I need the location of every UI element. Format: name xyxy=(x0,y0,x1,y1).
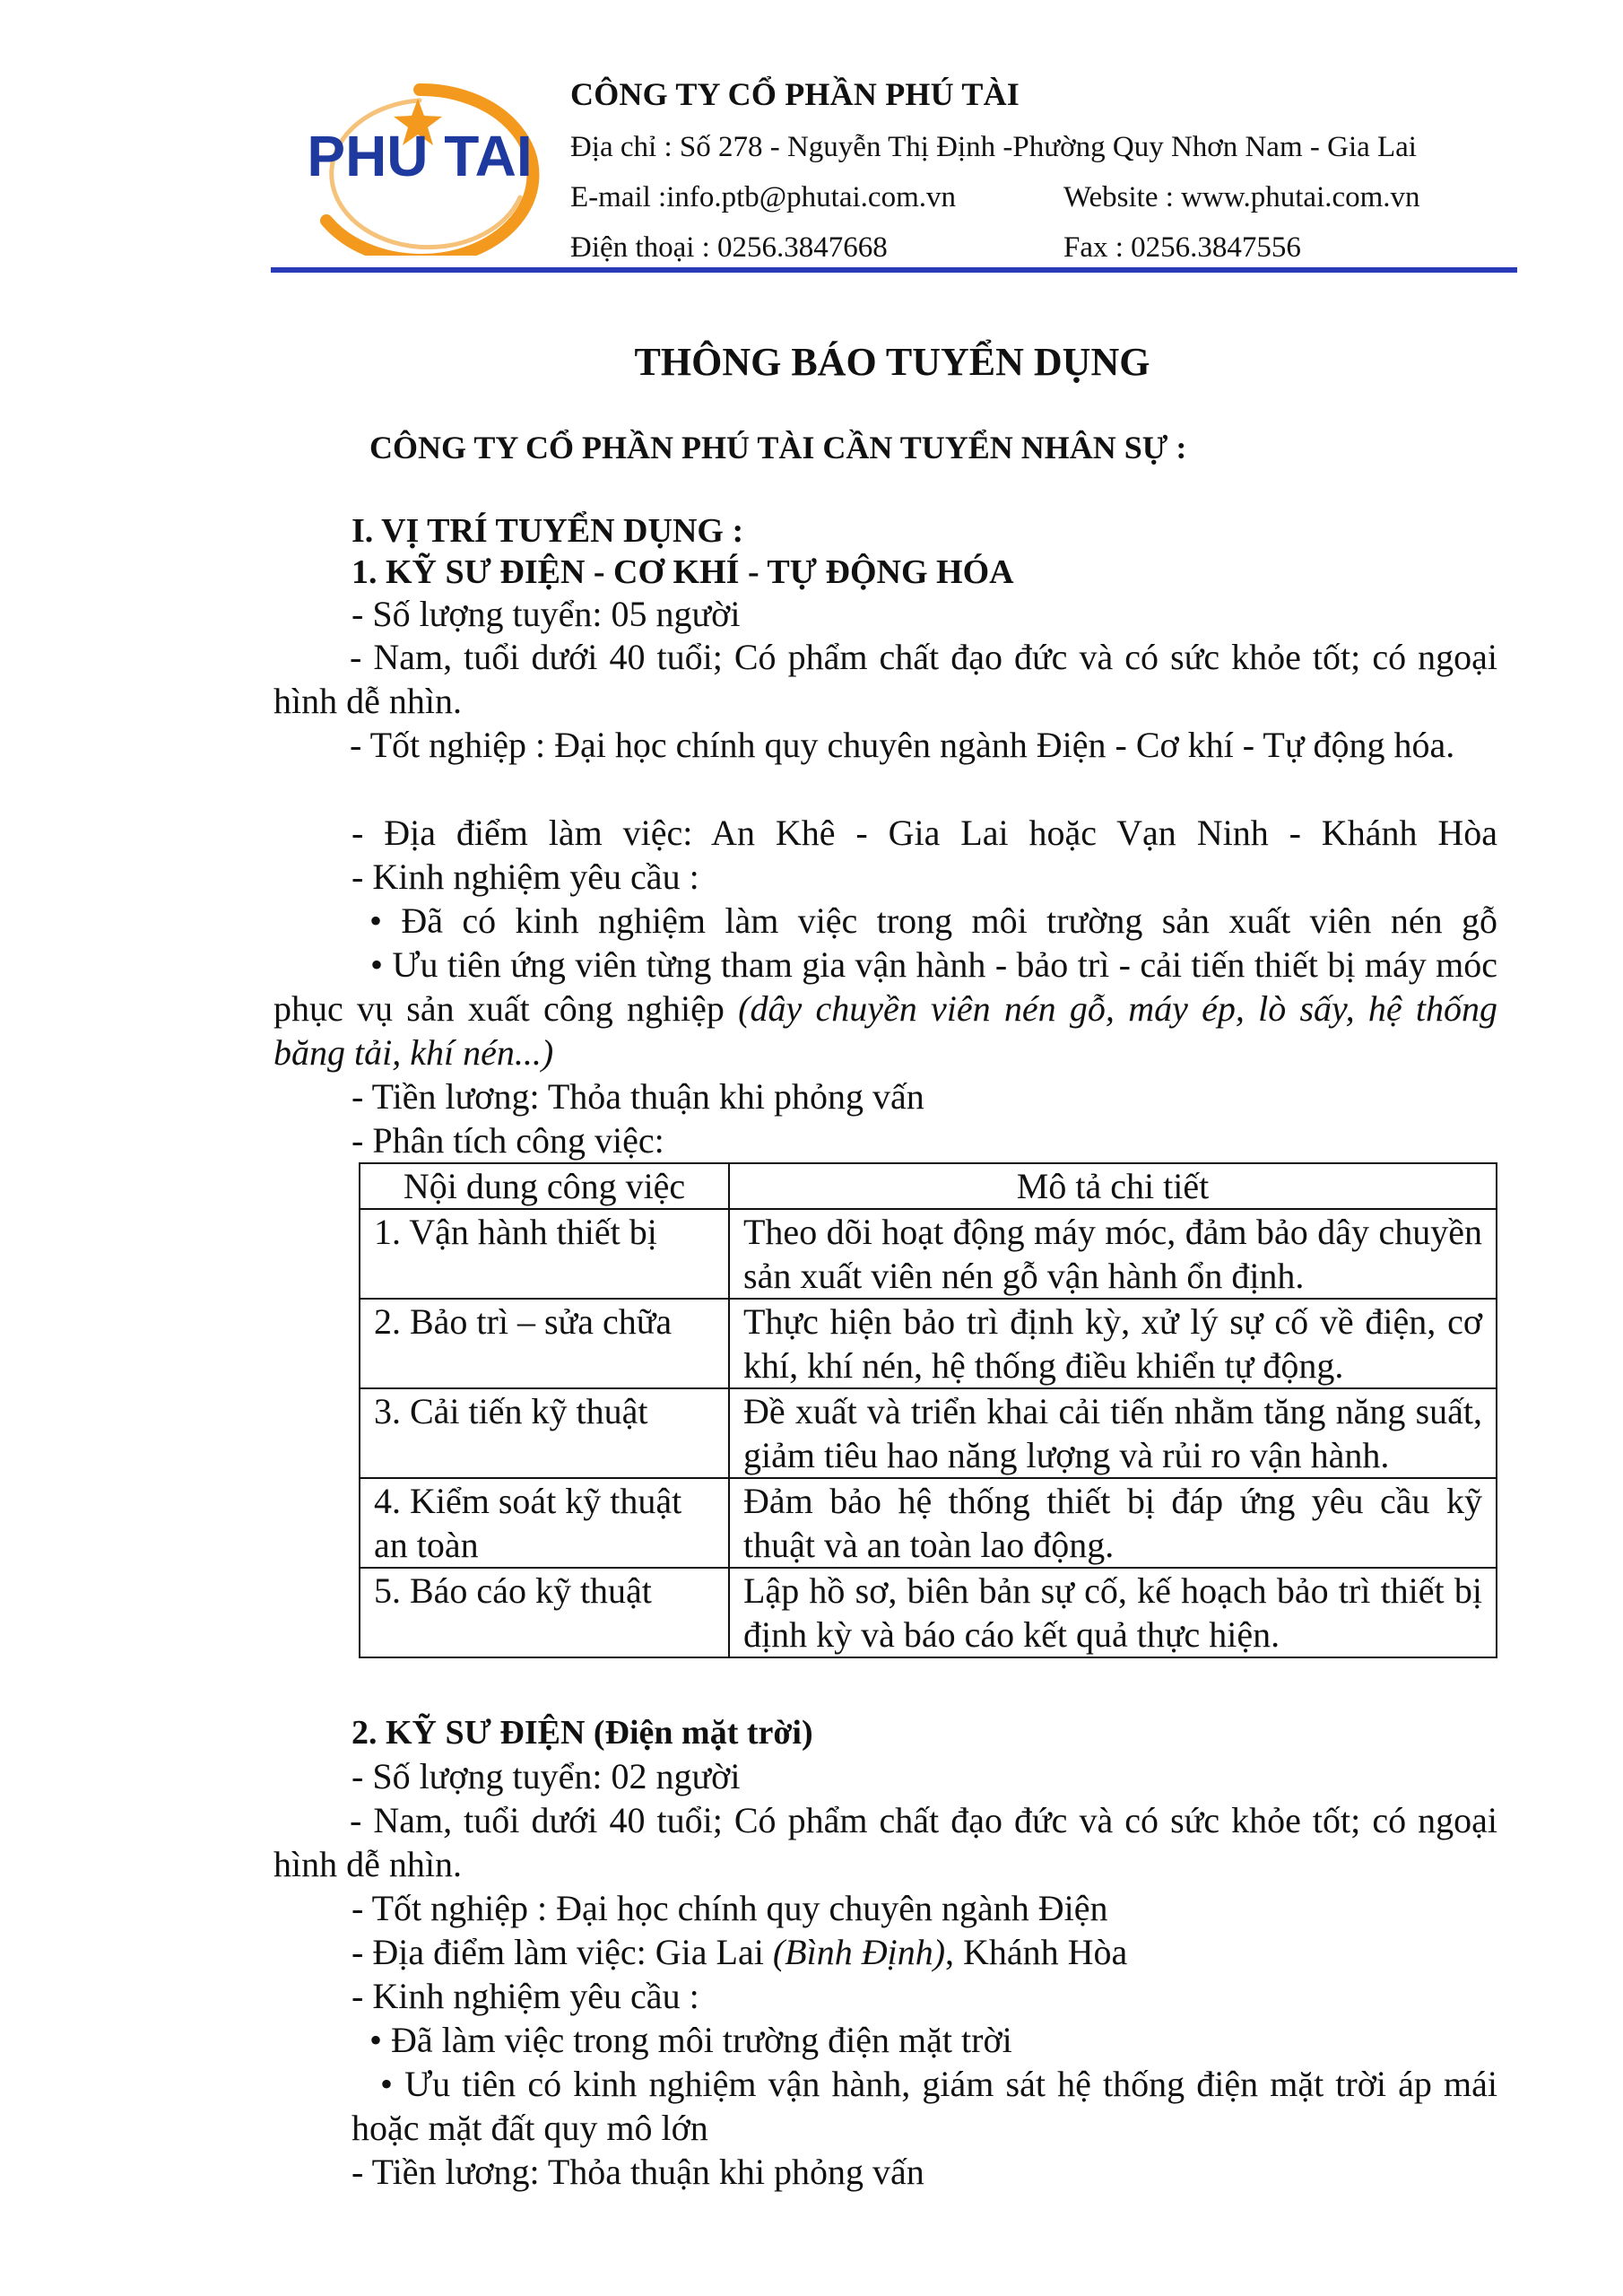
table-cell-description: Theo dõi hoạt động máy móc, đảm bảo dây chuyền sản xuất viên nén gỗ vận hành ổn định. xyxy=(729,1209,1497,1299)
job1-experience-bullet-1: • Đã có kinh nghiệm làm việc trong môi trường sản xuất viên nén gỗ xyxy=(369,900,1497,941)
job1-analysis-label: - Phân tích công việc: xyxy=(352,1120,664,1161)
company-name: CÔNG TY CỔ PHẦN PHÚ TÀI xyxy=(570,76,1020,112)
job1-experience-bullet-2-note: (dây chuyền viên nén gỗ, máy ép, lò sấy, hệ thống băng tải, khí nén...) xyxy=(273,988,1498,1073)
job2-experience-bullet-2: • Ưu tiên có kinh nghiệm vận hành, giám sát hệ thống điện mặt trời áp mái hoặc mặt đất quy mô lớn xyxy=(352,2064,1497,2148)
company-phone: Điện thoại : 0256.3847668 xyxy=(570,231,888,264)
table-row xyxy=(360,1209,1497,1299)
job1-experience-bullet-2-text: • Ưu tiên ứng viên từng tham gia vận hành - bảo trì - cải tiến thiết bị máy móc phục vụ sản xuất công nghiệp xyxy=(273,944,1497,1029)
job2-experience-bullet-1: • Đã làm việc trong môi trường điện mặt trời xyxy=(369,2020,1012,2060)
phutai-logo-mark xyxy=(285,63,554,256)
company-address: Địa chỉ : Số 278 - Nguyễn Thị Định -Phường Quy Nhơn Nam - Gia Lai xyxy=(570,131,1417,163)
table-cell-task: 1. Vận hành thiết bị xyxy=(360,1209,729,1299)
header-rule xyxy=(271,267,1517,273)
table-row xyxy=(360,1478,1497,1568)
job-analysis-table xyxy=(359,1162,1497,1658)
job1-location: - Địa điểm làm việc: An Khê - Gia Lai hoặc Vạn Ninh - Khánh Hòa xyxy=(352,813,1497,853)
table-row xyxy=(360,1299,1497,1388)
table-header-task: Nội dung công việc xyxy=(360,1163,729,1209)
job1-experience-label: - Kinh nghiệm yêu cầu : xyxy=(352,857,699,897)
job1-requirement: - Nam, tuổi dưới 40 tuổi; Có phẩm chất đạo đức và có sức khỏe tốt; có ngoại hình dễ nhìn. xyxy=(273,637,1497,721)
job2-quantity: - Số lượng tuyển: 02 người xyxy=(352,1756,741,1796)
job1-salary: - Tiền lương: Thỏa thuận khi phỏng vấn xyxy=(352,1076,924,1117)
table-cell-description: Lập hồ sơ, biên bản sự cố, kế hoạch bảo trì thiết bị định kỳ và báo cáo kết quả thực hiện. xyxy=(729,1568,1497,1657)
table-cell-task: 3. Cải tiến kỹ thuật xyxy=(360,1388,729,1478)
logo-text: PHU TAI xyxy=(307,124,533,188)
table-cell-task: 2. Bảo trì – sửa chữa xyxy=(360,1299,729,1388)
table-cell-description: Thực hiện bảo trì định kỳ, xử lý sự cố về điện, cơ khí, khí nén, hệ thống điều khiển tự động. xyxy=(729,1299,1497,1388)
job2-location-note: (Bình Định) xyxy=(772,1932,946,1972)
company-website: Website : www.phutai.com.vn xyxy=(1063,181,1420,213)
document-subtitle: CÔNG TY CỔ PHẦN PHÚ TÀI CẦN TUYỂN NHÂN SỰ : xyxy=(369,430,1187,465)
job1-education: - Tốt nghiệp : Đại học chính quy chuyên ngành Điện - Cơ khí - Tự động hóa. xyxy=(350,725,1455,765)
job1-quantity: - Số lượng tuyển: 05 người xyxy=(352,594,741,634)
job2-location xyxy=(352,1930,1127,1974)
job2-location-text: - Địa điểm làm việc: Gia Lai xyxy=(352,1932,773,1972)
job2-salary: - Tiền lương: Thỏa thuận khi phỏng vấn xyxy=(352,2152,924,2192)
table-cell-task: 5. Báo cáo kỹ thuật xyxy=(360,1568,729,1657)
table-row xyxy=(360,1388,1497,1478)
section-heading: I. VỊ TRÍ TUYỂN DỤNG : xyxy=(352,512,744,550)
company-fax: Fax : 0256.3847556 xyxy=(1063,231,1301,264)
document-title: THÔNG BÁO TUYỂN DỤNG xyxy=(634,340,1150,384)
job1-title: 1. KỸ SƯ ĐIỆN - CƠ KHÍ - TỰ ĐỘNG HÓA xyxy=(352,553,1014,591)
table-cell-description: Đảm bảo hệ thống thiết bị đáp ứng yêu cầu kỹ thuật và an toàn lao động. xyxy=(729,1478,1497,1568)
table-row xyxy=(360,1568,1497,1657)
job2-education: - Tốt nghiệp : Đại học chính quy chuyên ngành Điện xyxy=(352,1888,1108,1928)
job2-title: 2. KỸ SƯ ĐIỆN (Điện mặt trời) xyxy=(352,1714,813,1752)
job2-location-suffix: , Khánh Hòa xyxy=(945,1932,1128,1972)
job2-experience-label: - Kinh nghiệm yêu cầu : xyxy=(352,1976,699,2016)
company-logo xyxy=(285,63,554,256)
job2-requirement: - Nam, tuổi dưới 40 tuổi; Có phẩm chất đạo đức và có sức khỏe tốt; có ngoại hình dễ nhìn. xyxy=(273,1800,1497,1884)
table-cell-description: Đề xuất và triển khai cải tiến nhằm tăng năng suất, giảm tiêu hao năng lượng và rủi ro vận hành. xyxy=(729,1388,1497,1478)
job1-experience-bullet-2 xyxy=(273,943,1497,1074)
table-header-description: Mô tả chi tiết xyxy=(729,1163,1497,1209)
table-cell-task: 4. Kiểm soát kỹ thuật an toàn xyxy=(360,1478,729,1568)
company-email: E-mail :info.ptb@phutai.com.vn xyxy=(570,181,956,213)
table-header-row xyxy=(360,1163,1497,1209)
